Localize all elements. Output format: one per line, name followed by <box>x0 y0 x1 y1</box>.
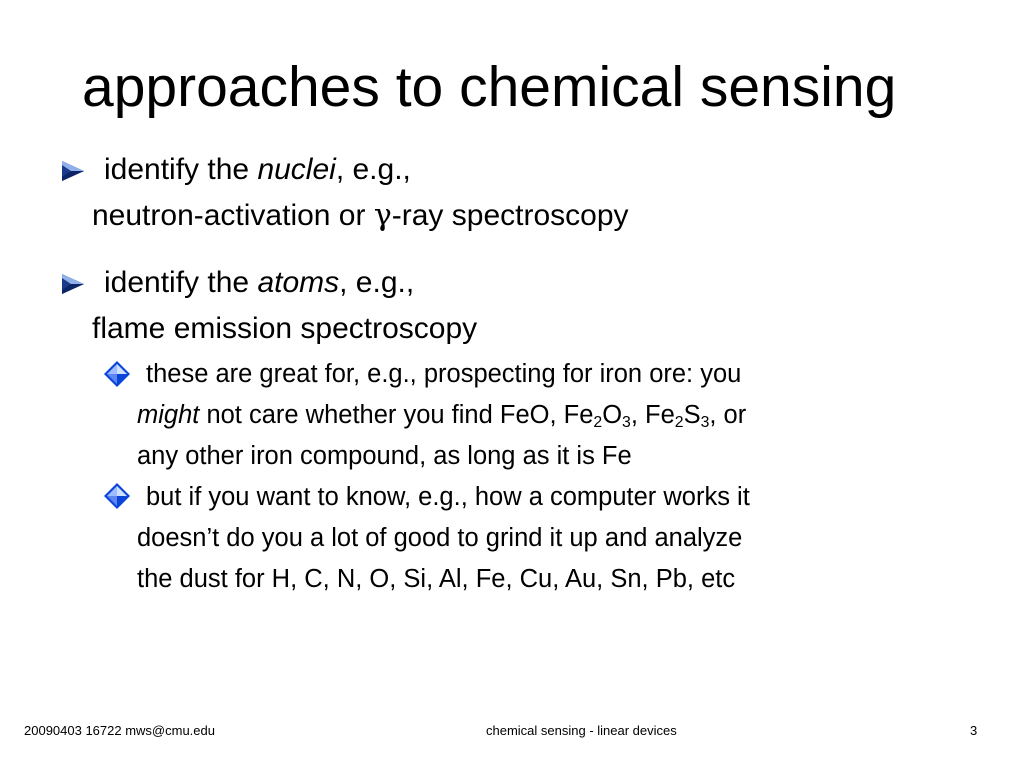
bullet-line <box>104 152 411 188</box>
triangle-arrow-icon <box>62 161 84 181</box>
text-span: , or <box>709 401 747 429</box>
text-span: , e.g., <box>339 266 415 299</box>
text-span: O <box>602 401 623 429</box>
text-span: neutron-activation or <box>92 199 374 232</box>
text-span: S <box>683 401 701 429</box>
diamond-icon <box>104 483 130 509</box>
text-span: not care whether you find FeO, Fe <box>199 401 594 429</box>
subscript: 3 <box>700 413 710 431</box>
emphasis-might: might <box>137 401 200 429</box>
sub-bullet-line: these are great for, e.g., prospecting for iron ore: you <box>146 360 742 388</box>
sub-bullet-line: but if you want to know, e.g., how a computer works it <box>146 483 750 511</box>
page-number: 3 <box>970 723 978 738</box>
slide-title: approaches to chemical sensing <box>82 55 897 119</box>
sub-bullet-line <box>137 400 746 431</box>
subscript: 2 <box>593 413 603 431</box>
text-span: , e.g., <box>335 153 411 186</box>
text-span: -ray spectroscopy <box>391 199 629 232</box>
subscript: 3 <box>622 413 631 431</box>
bullet-line: flame emission spectroscopy <box>92 312 478 345</box>
footer-title: chemical sensing - linear devices <box>486 723 677 738</box>
sub-bullet-line: the dust for H, C, N, O, Si, Al, Fe, Cu, Au, Sn, Pb, etc <box>137 565 736 593</box>
text-span: , Fe <box>630 401 675 429</box>
triangle-arrow-icon <box>62 274 84 294</box>
sub-bullet-line: any other iron compound, as long as it is Fe <box>137 442 632 470</box>
emphasis-nuclei: nuclei <box>257 153 336 186</box>
sub-bullet-line: doesn’t do you a lot of good to grind it up and analyze <box>137 524 743 552</box>
text-span: identify the <box>104 153 258 186</box>
subscript: 2 <box>674 413 684 431</box>
bullet-line <box>104 265 414 301</box>
text-span: identify the <box>104 266 258 299</box>
gamma-symbol: γ <box>373 198 392 233</box>
emphasis-atoms: atoms <box>257 266 340 299</box>
footer-author: 20090403 16722 mws@cmu.edu <box>24 723 215 738</box>
bullet-line <box>92 198 629 234</box>
diamond-icon <box>104 361 130 387</box>
